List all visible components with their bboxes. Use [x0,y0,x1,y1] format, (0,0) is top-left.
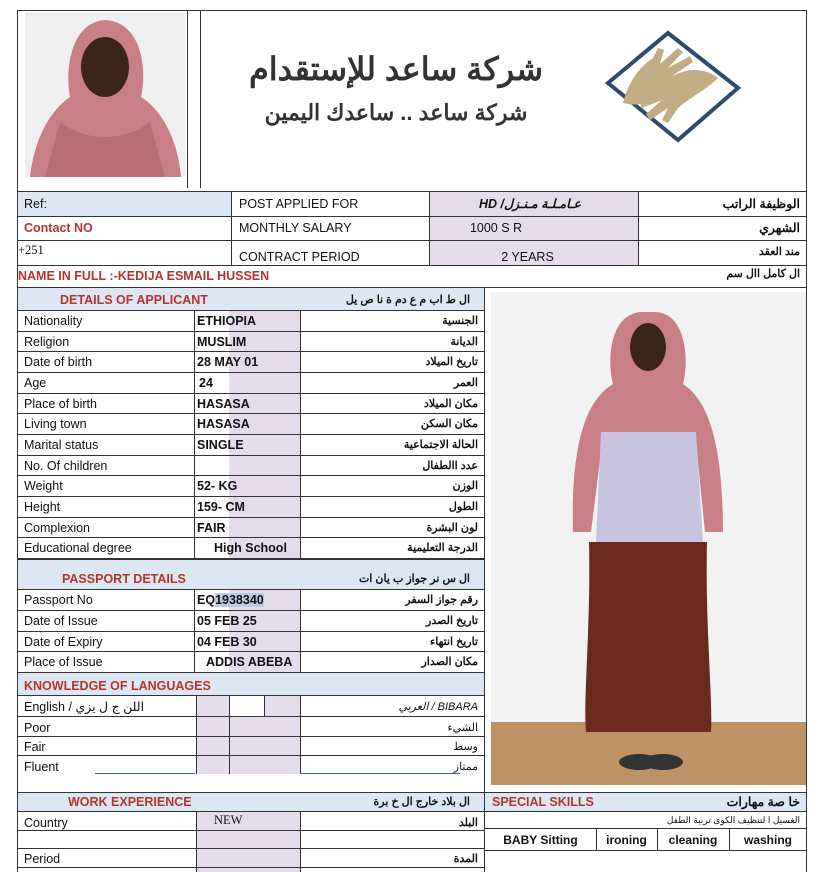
passport-field-label: Date of Issue [24,614,98,628]
poor-ar: الشيء [447,722,478,734]
contract-value: 2 YEARS [501,250,554,264]
salary-value: 1000 S R [469,221,523,235]
contact-label: Contact NO [24,221,93,235]
applicant-field-label: Living town [24,417,87,431]
passport-field-ar: تاريخ الصدر [426,615,478,627]
poor-label: Poor [24,721,51,735]
salary-label: MONTHLY SALARY [239,221,352,235]
applicant-field-value: HASASA [197,397,250,411]
applicant-field-ar: لون البشرة [426,522,478,534]
full-name-ar: ال كامل اال سم [726,268,800,280]
period-ar: المدة [453,853,478,865]
passport-no-label: Passport No [24,593,93,607]
applicant-field-label: Complexion [24,521,91,535]
post-ar: الوظيفة الراتب [722,197,800,211]
full-name: NAME IN FULL :-KEDIJA ESMAIL HUSSEN [18,269,270,283]
applicant-field-value: FAIR [197,521,226,535]
applicant-field-label: Date of birth [24,355,93,369]
applicant-field-value: ETHIOPIA [197,314,257,328]
languages-section-title: KNOWLEDGE OF LANGUAGES [24,679,211,693]
applicant-field-label: Nationality [24,314,83,328]
contract-ar: مند العقد [758,246,800,258]
period-label: Period [24,852,61,866]
applicant-field-ar: الطول [448,501,478,513]
skill-item: cleaning [668,833,718,847]
passport-field-label: Place of Issue [24,655,103,669]
skills-section-title-ar: خا صة مهارات [726,795,800,809]
applicant-field-ar: عدد االطفال [422,460,478,472]
country-value: NEW [214,813,243,827]
fair-ar: وسط [453,741,478,753]
passport-field-value: 05 FEB 25 [197,614,257,628]
fair-label: Fair [24,740,46,754]
passport-field-value: ADDIS ABEBA [206,655,293,669]
applicant-field-value: High School [214,541,287,555]
applicant-field-ar: مكان الميلاد [423,398,478,410]
skill-item: ironing [606,833,647,847]
applicant-field-value: 159- CM [197,500,245,514]
applicant-field-label: Place of birth [24,397,97,411]
country-label: Country [24,816,68,830]
applicant-field-ar: الوزن [452,480,478,492]
passport-field-label: Date of Expiry [24,635,103,649]
skills-section-title: SPECIAL SKILLS [492,795,594,809]
phone-value: +251 [18,243,44,257]
applicant-field-label: Height [24,500,61,514]
fluent-label: Fluent [24,760,59,774]
applicant-full-body-photo [491,292,806,785]
applicant-field-value: MUSLIM [197,335,247,349]
passport-field-ar: تاريخ انتهاء [430,636,478,648]
applicant-portrait-photo [25,12,185,177]
applicant-field-value: SINGLE [197,438,244,452]
applicant-field-label: Age [24,376,47,390]
applicant-field-ar: مكان السكن [420,418,478,430]
applicant-field-value: 24 [199,376,213,390]
work-section-title: WORK EXPERIENCE [68,795,192,809]
company-name: شركة ساعد للإستقدام [248,51,544,87]
post-value: عـامـلـة مـنـزل/ HD [478,197,582,211]
company-slogan: شركة ساعد .. ساعدك اليمين [264,100,528,125]
photo-divider [187,10,188,188]
salary-ar: الشهري [759,221,800,235]
passport-field-ar: مكان الصدار [421,656,478,668]
skill-item: washing [743,833,792,847]
contract-label: CONTRACT PERIOD [239,250,360,264]
applicant-field-label: Marital status [24,438,99,452]
applicant-field-value: 52- KG [197,479,238,493]
ref-label: Ref: [24,197,47,211]
skills-heads-ar: الغسيل ا لتنظيف الكوى تربية الطفل [666,815,800,825]
passport-no-value: EQ1938340 [197,593,264,607]
hands-logo-icon [598,28,746,148]
passport-no-ar: رقم جواز السفر [405,594,478,606]
applicant-field-ar: تاريخ الميلاد [425,356,478,368]
applicant-field-label: Religion [24,335,70,349]
fluent-ar: ممتاز [453,761,478,773]
applicant-section-title: DETAILS OF APPLICANT [60,293,208,307]
applicant-field-ar: العمر [453,377,478,389]
applicant-section-title-ar: ال ط اب م ع دم ة نا ص يل [345,294,470,306]
applicant-field-label: Educational degree [24,541,132,555]
applicant-field-value: HASASA [197,417,250,431]
work-section-title-ar: ال بلاد خارج ال خ برة [373,796,470,808]
skill-item: BABY Sitting [503,833,578,847]
photo-divider-2 [200,10,201,188]
applicant-field-ar: الحالة الاجتماعية [403,439,478,451]
passport-section-title-ar: ال س نر جواز ب يان ات [358,573,470,585]
applicant-field-value: 28 MAY 01 [197,355,259,369]
post-label: POST APPLIED FOR [239,197,359,211]
applicant-field-label: Weight [24,479,63,493]
applicant-field-ar: الديانة [450,336,478,348]
country-ar: البلد [458,817,478,829]
applicant-field-label: No. Of children [24,459,108,473]
arabic-language-label: BIBARA / العربي [398,701,478,713]
applicant-field-ar: الدرجة التعليمية [407,542,478,554]
passport-field-value: 04 FEB 30 [197,635,257,649]
applicant-field-ar: الجنسية [442,315,478,327]
passport-section-title: PASSPORT DETAILS [62,572,186,586]
english-label: English / اللن ج ل يزي [24,700,145,714]
